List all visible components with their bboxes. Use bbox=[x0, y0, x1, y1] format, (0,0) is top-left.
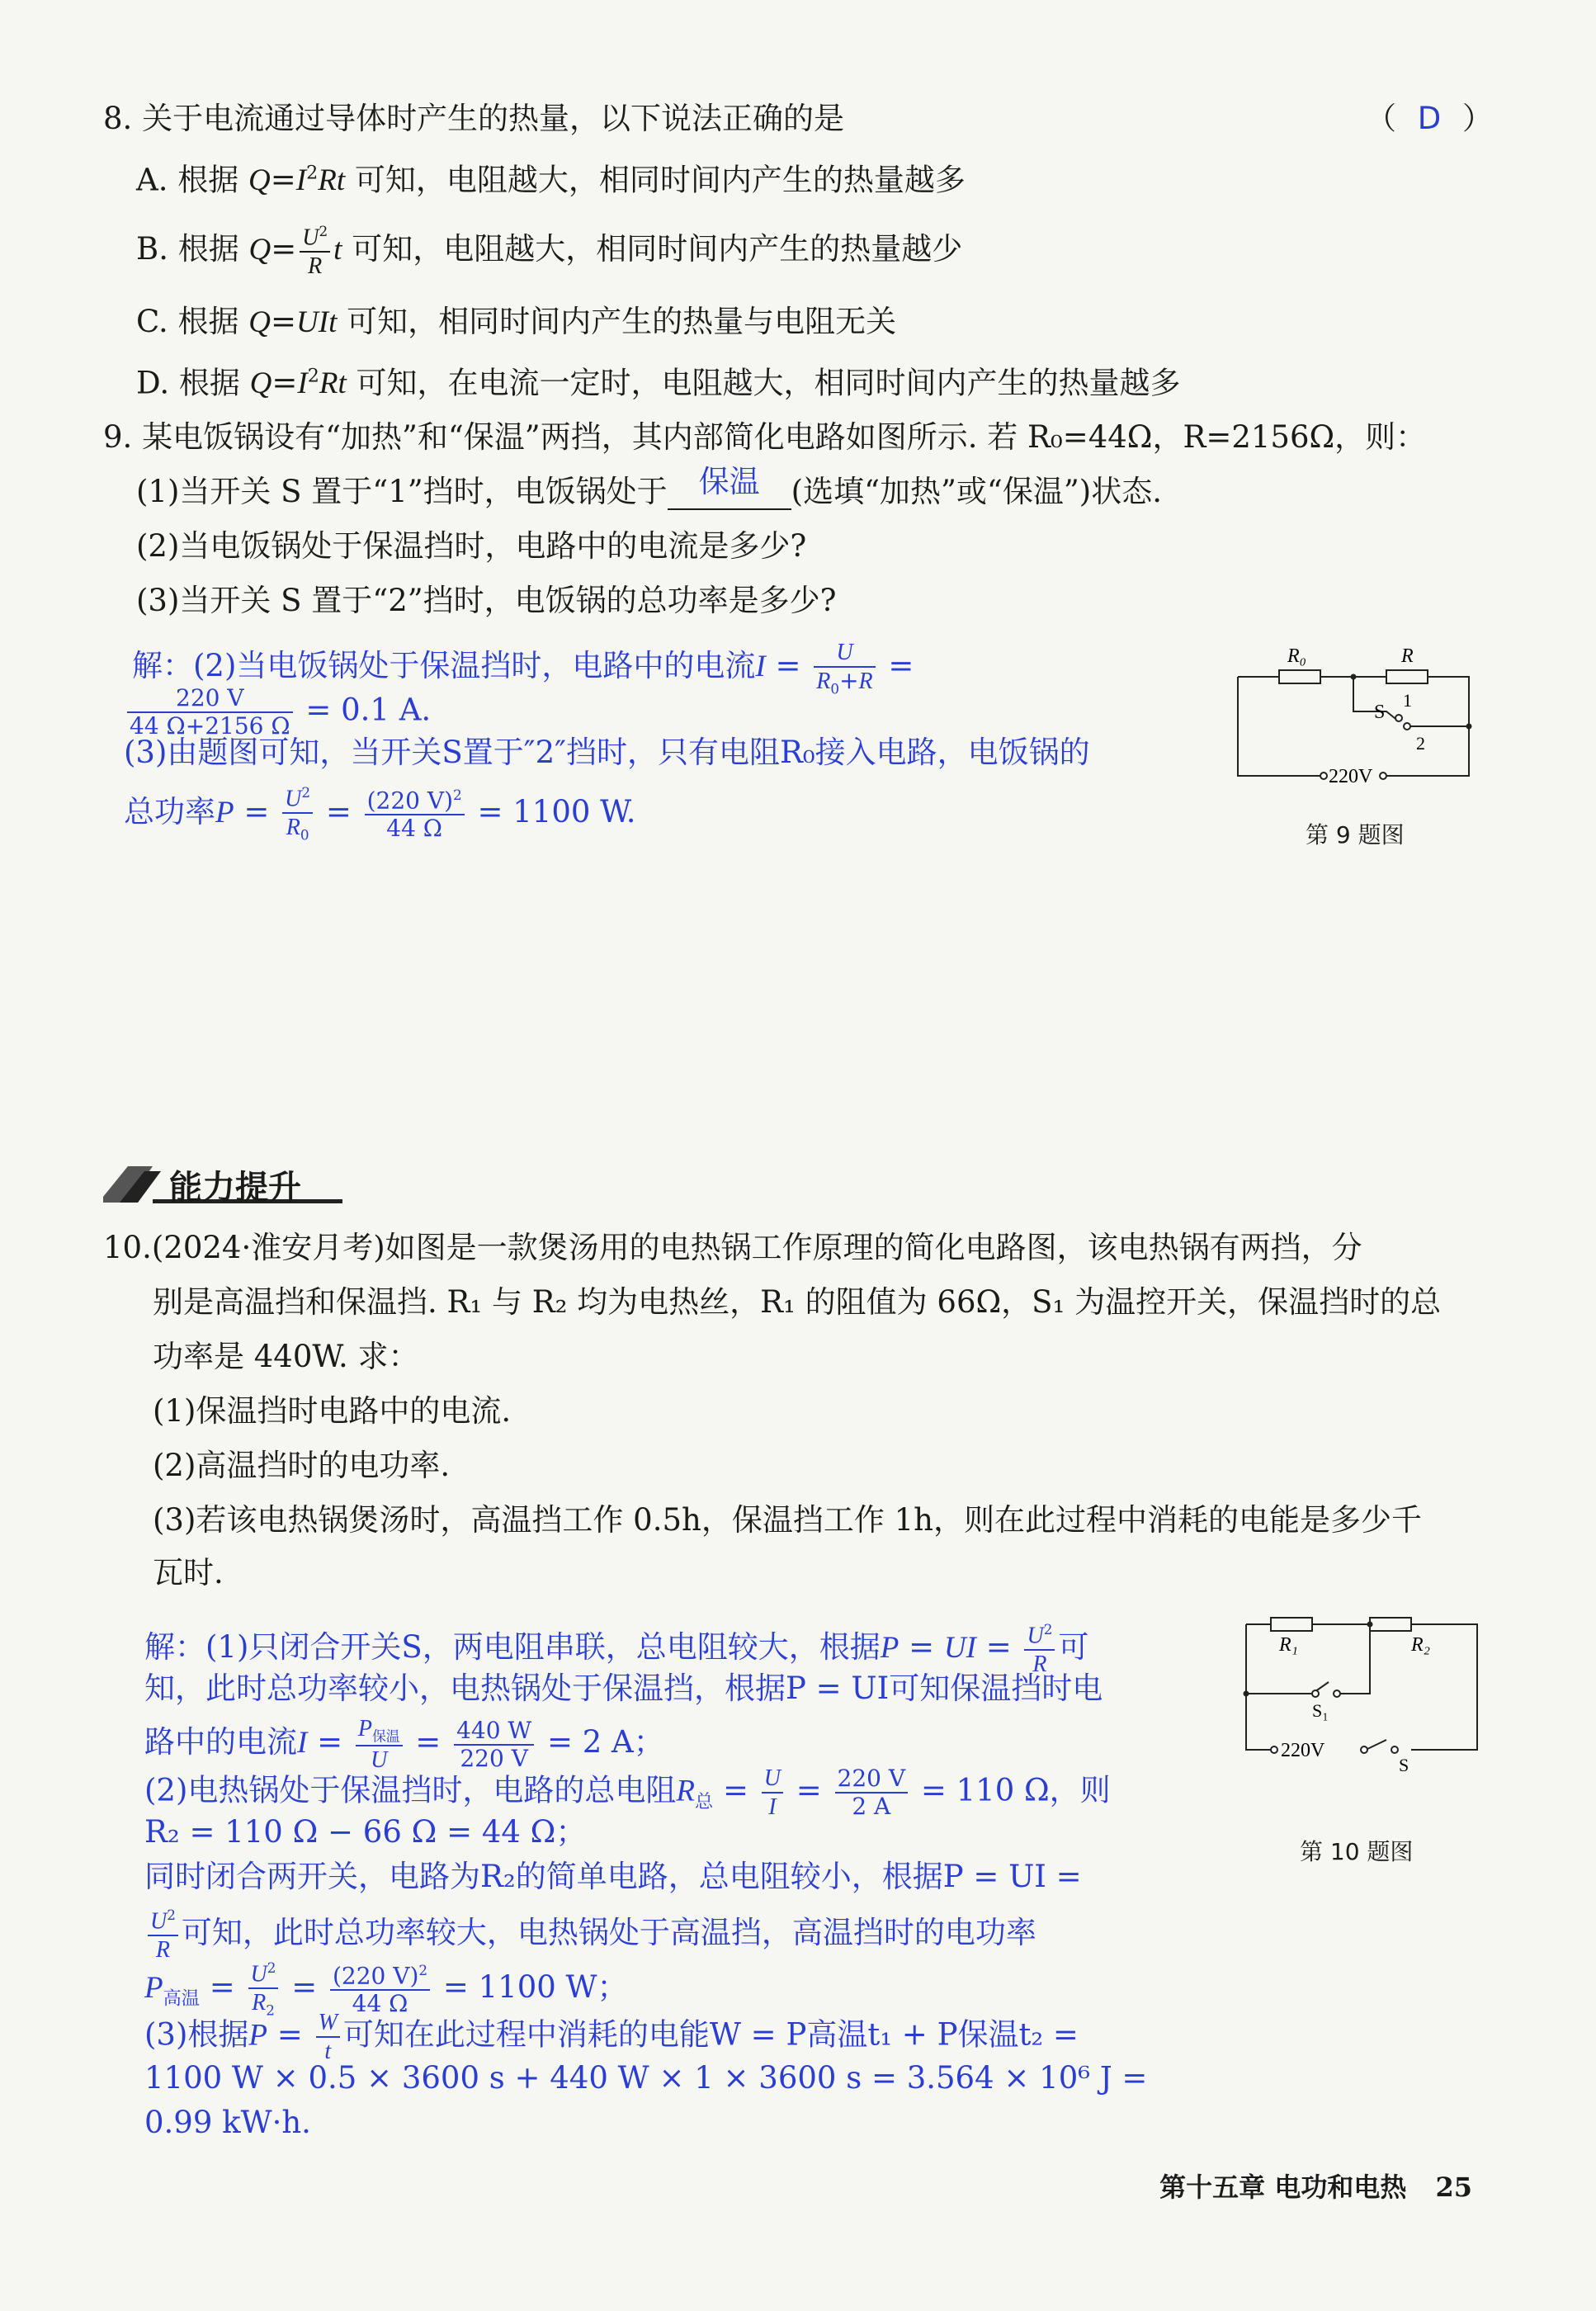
q10-stem-line1 bbox=[103, 1230, 1362, 1266]
formula-q-i2rt-d: $Q=I^2Rt$ bbox=[249, 365, 347, 401]
q10-stem-text1: 10.(2024·淮安月考)如图是一款煲汤用的电热锅工作原理的简化电路图，该电热锅有两挡，分 bbox=[103, 1230, 1362, 1265]
q9-solution-result2: = 1100 W. bbox=[477, 793, 636, 829]
q9-sub1 bbox=[136, 464, 1162, 510]
page-footer bbox=[1159, 2167, 1472, 2205]
q10-solution-text5: R₂ = 110 Ω − 66 Ω = 44 Ω； bbox=[144, 1814, 587, 1850]
q10-sub1-text: (1)保温挡时电路中的电流. bbox=[153, 1393, 512, 1429]
q9-fig-label-s: S bbox=[1374, 702, 1386, 723]
q10-solution-text7: 可知，此时总功率较大，电热锅处于高温挡，高温挡时的电功率 bbox=[181, 1915, 1036, 1951]
q10-sub3-cont bbox=[153, 1555, 224, 1591]
q10-stem-line3 bbox=[153, 1339, 418, 1375]
q10-stem-text2: 别是高温挡和保温挡. R₁ 与 R₂ 均为电热丝，R₁ 的阻值为 66Ω，S₁ 为温控开关，保温挡时的总 bbox=[153, 1284, 1442, 1320]
q8-option-d bbox=[136, 358, 1181, 402]
q8-option-b-text: 可知，电阻越大，相同时间内产生的热量越少 bbox=[342, 231, 963, 267]
q8-stem bbox=[103, 101, 844, 137]
q9-fraction-current: $\frac{220 V}{44 \Omega+2156 \Omega}$ bbox=[127, 687, 293, 738]
q10-fig-label-r1: R₁ bbox=[1279, 1634, 1299, 1656]
q9-fig-label-voltage: 220V bbox=[1329, 766, 1373, 787]
q8-answer-bracket bbox=[1366, 101, 1493, 137]
formula-q-i2rt: $Q=I^2Rt$ bbox=[248, 162, 346, 198]
section-heading-title: 能力提升 bbox=[169, 1169, 301, 1207]
q9-solution-line2 bbox=[124, 684, 432, 740]
q10-solution-text6: 同时闭合两开关，电路为R₂的简单电路，总电阻较小，根据P = UI = bbox=[144, 1859, 1082, 1894]
q9-solution-result1: = 0.1 A. bbox=[305, 692, 432, 728]
q10-solution-line9: (3)根据P = $\frac{W}{t}$ 可知在此过程中消耗的电能W = P高温t₁ + P保温t₂ = bbox=[144, 2010, 1079, 2064]
q10-solution-result3: = 1100 W； bbox=[442, 1968, 628, 2005]
q9-solution-line1: 解：(2)当电饭锅处于保温挡时，电路中的电流I = $\frac{U}{R_0+R}$ = bbox=[132, 640, 914, 697]
q10-solution-line10 bbox=[144, 2060, 1147, 2096]
q10-solution-line7 bbox=[144, 1908, 1036, 1962]
q9-sub1-prefix: (1)当开关 S 置于“1”挡时，电饭锅处于 bbox=[136, 474, 668, 509]
q10-fig-label-s: S bbox=[1399, 1755, 1409, 1775]
q9-sub3-text: (3)当开关 S 置于“2”挡时，电饭锅的总功率是多少? bbox=[136, 583, 837, 618]
q10-fig-label-r2: R₂ bbox=[1411, 1634, 1431, 1656]
q10-solution-text9: (3)根据 bbox=[144, 2016, 249, 2053]
q9-sub1-suffix: (选填“加热”或“保温”)状态. bbox=[791, 474, 1162, 509]
q9-solution-line3 bbox=[124, 735, 1090, 771]
q10-sub2 bbox=[153, 1448, 450, 1484]
formula-q-u2rt: Q= $\frac{U^2}{R}$ t bbox=[248, 223, 342, 280]
q10-solution-text2: 知，此时总功率较小，电热锅处于保温挡，根据P = UI可知保温挡时电 bbox=[144, 1671, 1103, 1706]
q10-solution-result2: = 110 Ω，则 bbox=[920, 1772, 1111, 1808]
q9-stem-text: 9. 某电饭锅设有“加热”和“保温”两挡，其内部简化电路如图所示. 若 R₀=44Ω，R=2156Ω，则： bbox=[103, 419, 1427, 455]
q8-option-a bbox=[136, 155, 966, 199]
q9-stem bbox=[103, 419, 1426, 456]
q10-fig-label-s1: S₁ bbox=[1312, 1700, 1329, 1721]
q9-figure-caption: 第 9 题图 bbox=[1306, 821, 1405, 848]
q10-solution-line5 bbox=[144, 1814, 586, 1850]
q8-option-d-text: 可知，在电流一定时，电阻越大，相同时间内产生的热量越多 bbox=[346, 365, 1181, 401]
q10-solution-text3: 路中的电流 bbox=[144, 1724, 297, 1760]
q9-solution-text1: 解：(2)当电饭锅处于保温挡时，电路中的电流 bbox=[132, 648, 756, 684]
q9-fig-label-1: 1 bbox=[1403, 690, 1412, 711]
q8-option-b-prefix: B. 根据 bbox=[136, 231, 249, 267]
q10-sub3 bbox=[153, 1502, 1422, 1538]
q9-solution-text4: 总功率 bbox=[124, 793, 215, 829]
q10-figure-caption: 第 10 题图 bbox=[1300, 1838, 1414, 1865]
q8-stem-text: 8. 关于电流通过导体时产生的热量，以下说法正确的是 bbox=[103, 101, 845, 136]
q10-solution-text9-end: 可知在此过程中消耗的电能W = P高温t₁ + P保温t₂ = bbox=[342, 2016, 1079, 2053]
q10-solution-line4: (2)电热锅处于保温挡时，电路的总电阻$R_总$ = $\frac{U}{I}$ = $\frac{220 V}{2 A}$ = 110 Ω，则 bbox=[144, 1765, 1111, 1820]
q9-fig-label-r0: R₀ bbox=[1287, 645, 1307, 667]
q9-fig-label-2: 2 bbox=[1416, 733, 1425, 754]
q9-sub2-text: (2)当电饭锅处于保温挡时，电路中的电流是多少? bbox=[136, 528, 807, 564]
q8-option-a-text: 可知，电阻越大，相同时间内产生的热量越多 bbox=[345, 162, 966, 198]
q8-option-c-prefix: C. 根据 bbox=[136, 304, 249, 339]
q10-solution-line3: 路中的电流I = $\frac{P_{保温}}{U}$ = $\frac{440 W}{220 V}$ = 2 A； bbox=[144, 1716, 664, 1774]
q8-bracket-close: ） bbox=[1462, 101, 1494, 136]
q9-solution-line4: 总功率P = $\frac{U^2}{R_0}$ = $\frac{(220 V)^2}{44 \Omega}$ = 1100 W. bbox=[124, 784, 636, 844]
q8-bracket-open: （ bbox=[1366, 101, 1396, 136]
q9-sub2 bbox=[136, 528, 806, 565]
q10-solution-result1: = 2 A； bbox=[546, 1724, 664, 1760]
q10-sub2-text: (2)高温挡时的电功率. bbox=[153, 1448, 451, 1483]
q10-solution-line2 bbox=[144, 1671, 1103, 1707]
q9-sub1-blank bbox=[668, 464, 791, 510]
q10-stem-line2 bbox=[153, 1284, 1441, 1321]
q10-solution-line6 bbox=[144, 1859, 1082, 1895]
q10-solution-line1: 解：(1)只闭合开关S，两电阻串联，总电阻较大，根据P = UI = $\frac{U^2}{R}$ 可 bbox=[144, 1621, 1089, 1678]
q8-option-c bbox=[136, 304, 896, 341]
q8-option-a-prefix: A. 根据 bbox=[136, 162, 249, 198]
q9-circuit-diagram bbox=[1221, 636, 1494, 801]
q10-solution-text1: 解：(1)只闭合开关S，两电阻串联，总电阻较大，根据 bbox=[144, 1629, 881, 1666]
page-number: 25 bbox=[1435, 2172, 1472, 2203]
q9-sub1-answer: 保温 bbox=[698, 464, 760, 499]
q9-fig-label-r: R bbox=[1401, 645, 1414, 667]
q10-fig-label-voltage: 220V bbox=[1281, 1740, 1325, 1761]
q9-sub3 bbox=[136, 583, 837, 619]
q10-stem-text3: 功率是 440W. 求： bbox=[153, 1339, 419, 1374]
q10-solution-text10: 1100 W × 0.5 × 3600 s + 440 W × 1 × 3600 s = 3.564 × 10⁶ J = bbox=[144, 2060, 1148, 2096]
q9-solution-text3: (3)由题图可知，当开关S置于″2″挡时，只有电阻R₀接入电路，电饭锅的 bbox=[124, 735, 1090, 770]
q10-sub1 bbox=[153, 1393, 511, 1430]
section-heading bbox=[95, 1160, 342, 1209]
q10-sub3-text: (3)若该电热锅煲汤时，高温挡工作 0.5h，保温挡工作 1h，则在此过程中消耗的电能是多少千 bbox=[153, 1502, 1422, 1538]
q10-solution-text11: 0.99 kW·h. bbox=[144, 2105, 311, 2140]
q10-solution-text4: (2)电热锅处于保温挡时，电路的总电阻 bbox=[144, 1772, 677, 1808]
q8-option-c-text: 可知，相同时间内产生的热量与电阻无关 bbox=[337, 304, 897, 339]
footer-chapter: 第十五章 电功和电热 bbox=[1159, 2172, 1407, 2203]
q8-option-d-prefix: D. 根据 bbox=[136, 365, 250, 401]
q10-sub3-text-cont: 瓦时. bbox=[153, 1555, 224, 1590]
q10-solution-line8: $P_{高温}$ = $\frac{U^2}{R_2}$ = $\frac{(220 V)^2}{44 \Omega}$ = 1100 W； bbox=[144, 1959, 628, 2019]
q10-fraction-u2r: $\frac{U^2}{R}$ bbox=[148, 1908, 178, 1962]
q10-circuit-diagram bbox=[1230, 1609, 1502, 1775]
q8-option-b bbox=[136, 224, 962, 278]
q10-solution-text1-end: 可 bbox=[1058, 1629, 1089, 1666]
formula-q-uit: Q=UIt bbox=[248, 304, 338, 339]
q8-answer: D bbox=[1417, 101, 1442, 136]
q10-solution-line11 bbox=[144, 2105, 311, 2141]
